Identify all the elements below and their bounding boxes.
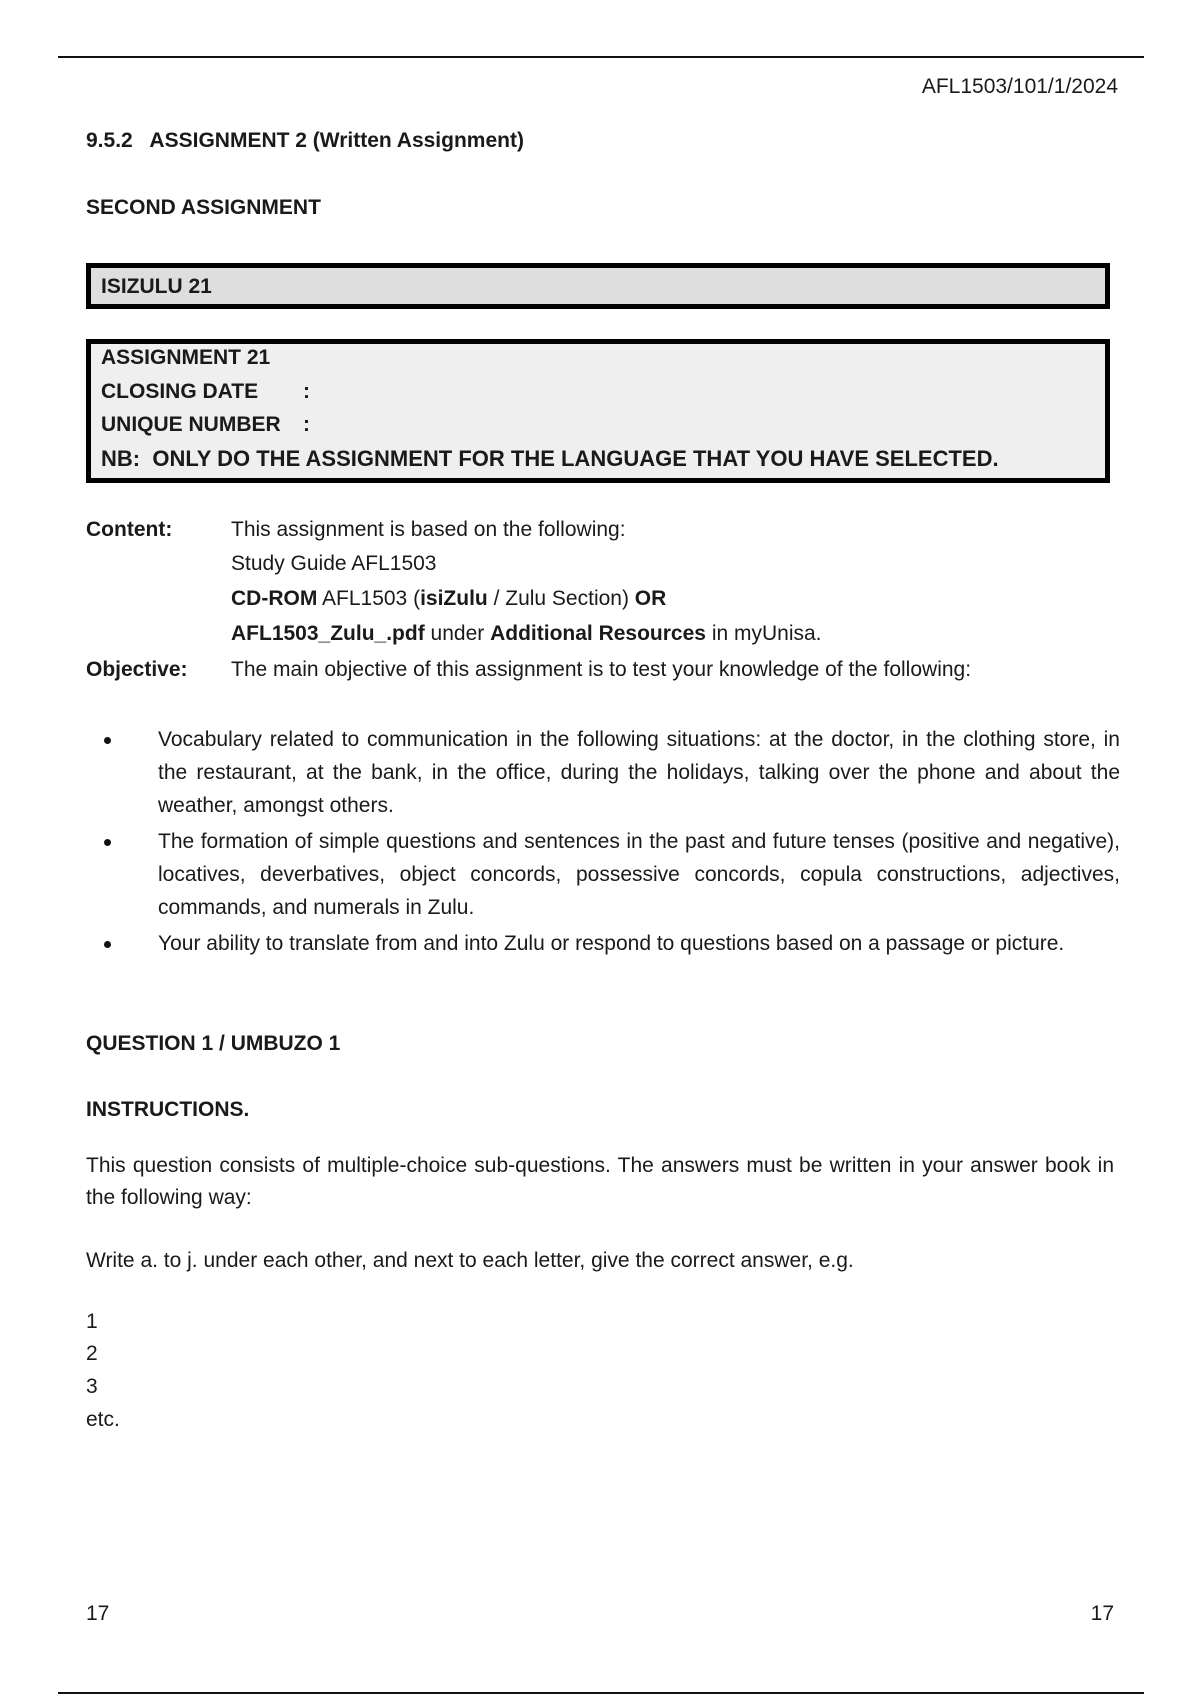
- document-code: AFL1503/101/1/2024: [921, 75, 1118, 98]
- nb-note: NB: ONLY DO THE ASSIGNMENT FOR THE LANGUAGE THAT YOU HAVE SELECTED.: [101, 446, 999, 471]
- content-line-4: [231, 622, 822, 646]
- example-item-3: 3: [86, 1375, 98, 1398]
- top-rule: [58, 56, 1144, 58]
- page-number-left: 17: [86, 1602, 110, 1625]
- assignment-number: ASSIGNMENT 21: [101, 346, 271, 369]
- page-number-right: 17: [1090, 1602, 1114, 1625]
- closing-date-colon: :: [303, 380, 310, 403]
- section-heading: 9.5.2 ASSIGNMENT 2 (Written Assignment): [86, 129, 524, 152]
- myunisa-text: in myUnisa.: [705, 622, 822, 645]
- bottom-rule: [58, 1692, 1144, 1694]
- assignment-info-box: [86, 339, 1110, 483]
- objective-bullet-1: Vocabulary related to communication in the following situations: at the doctor, in the clothing store, in the restaurant, at the bank, in the office, during the holidays, talking over the phone and about the weather, amongst others.: [158, 728, 1120, 817]
- example-item-etc: etc.: [86, 1408, 120, 1431]
- objective-bullet-2: The formation of simple questions and sentences in the past and future tenses (positive and negative), locatives, deverbatives, object concords, possessive concords, copula constructions, adjectives, commands, and numerals in Zulu.: [158, 830, 1120, 919]
- objective-label: Objective:: [86, 658, 188, 681]
- module-title: ISIZULU 21: [101, 275, 212, 298]
- write-instruction: Write a. to j. under each other, and next to each letter, give the correct answer, e.g.: [86, 1249, 854, 1272]
- instructions-paragraph: This question consists of multiple-choice sub-questions. The answers must be written in your answer book in the following way:: [86, 1154, 1114, 1209]
- content-line-1: This assignment is based on the following:: [231, 518, 626, 541]
- under-text: under: [424, 622, 491, 645]
- objective-text: The main objective of this assignment is to test your knowledge of the following:: [231, 658, 972, 681]
- unique-number-label: UNIQUE NUMBER: [101, 413, 281, 436]
- question-heading: QUESTION 1 / UMBUZO 1: [86, 1032, 341, 1055]
- second-assignment-heading: SECOND ASSIGNMENT: [86, 196, 321, 219]
- instructions-heading: INSTRUCTIONS.: [86, 1098, 250, 1121]
- cdrom-text: CD-ROM: [231, 587, 318, 610]
- bullet-icon: [104, 737, 111, 744]
- afl-text: AFL1503 (: [317, 587, 421, 610]
- additional-resources-text: Additional Resources: [490, 622, 706, 645]
- objective-bullet-3: Your ability to translate from and into Zulu or respond to questions based on a passage or picture.: [158, 932, 1065, 955]
- content-line-2: Study Guide AFL1503: [231, 552, 437, 575]
- or-text: OR: [634, 587, 667, 610]
- content-line-3: [231, 587, 666, 611]
- isizulu-text: isiZulu: [420, 587, 488, 610]
- pdf-filename: AFL1503_Zulu_.pdf: [231, 622, 425, 645]
- bullet-icon: [104, 839, 111, 846]
- example-item-1: 1: [86, 1310, 98, 1333]
- zulu-section-text: / Zulu Section): [487, 587, 635, 610]
- bullet-icon: [104, 941, 111, 948]
- module-box: [86, 263, 1110, 309]
- example-item-2: 2: [86, 1342, 98, 1365]
- content-label: Content:: [86, 518, 173, 541]
- unique-number-colon: :: [303, 413, 310, 436]
- closing-date-label: CLOSING DATE: [101, 380, 259, 403]
